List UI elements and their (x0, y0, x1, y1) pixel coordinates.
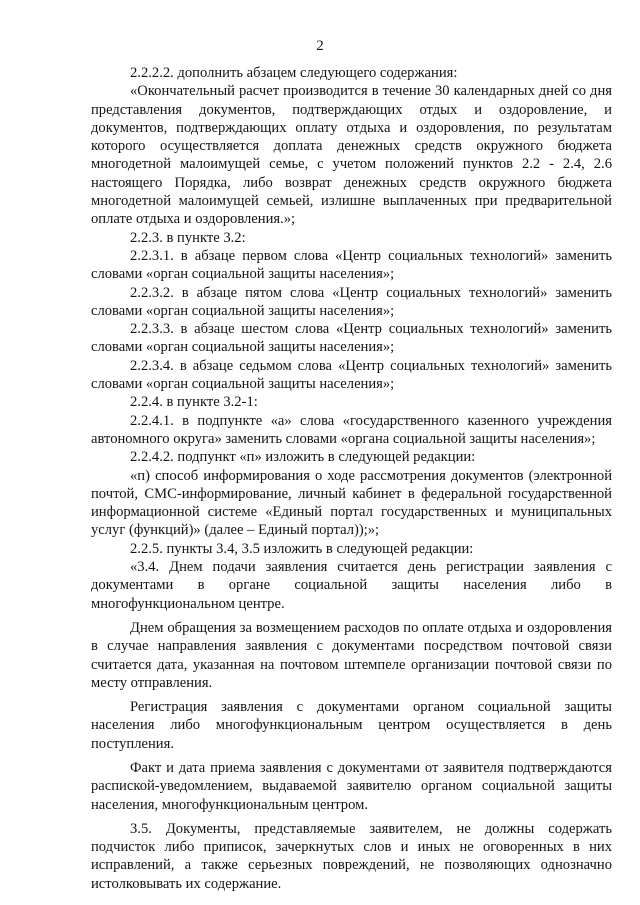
paragraph-3-5: 3.5. Документы, представляемые заявителем, не должны содержать подчисток либо приписок, зачеркнутых слов и иных не оговоренных в них исправлений, а также серьезных повреждений, не позволяющих однозначно истолковывать их содержание. (91, 820, 612, 892)
paragraph-2-2-5: 2.2.5. пункты 3.4, 3.5 изложить в следующей редакции: (130, 540, 474, 557)
paragraph-2-2-3-4: 2.2.3.4. в абзаце седьмом слова «Центр социальных технологий» заменить словами «орган социальной защиты населения»; (91, 357, 612, 393)
paragraph-2-2-4-2: 2.2.4.2. подпункт «п» изложить в следующей редакции: (130, 449, 476, 466)
paragraph-final-settlement-quote: «Окончательный расчет производится в течение 30 календарных дней со дня представления документов, подтверждающих отдых и оздоровление, и документов, подтверждающих оплату отдыха и оздоровления, по результатам которого осуществляется доплата денежных средств окружного бюджета многодетной малоимущей семье, с учетом положений пунктов 2.2 - 2.4, 2.6 настоящего Порядка, либо возврат денежных средств окружного бюджета многодетной малоимущей семьей, излишне выплаченных при предварительной оплате отдыха и оздоровления.»; (91, 83, 612, 228)
paragraph-2-2-3-3: 2.2.3.3. в абзаце шестом слова «Центр социальных технологий» заменить словами «орган социальной защиты населения»; (91, 321, 612, 356)
paragraph-postal-date: Днем обращения за возмещением расходов по оплате отдыха и оздоровления в случае направления заявления с документами посредством почтовой связи считается дата, указанная на почтовом штемпеле организации почтовой связи по месту отправления. (91, 619, 612, 691)
page-number: 2 (316, 38, 324, 54)
paragraph-registration: Регистрация заявления с документами органом социальной защиты населения либо многофункциональным центром осуществляется в день поступления. (91, 699, 612, 752)
paragraph-3-4: «3.4. Днем подачи заявления считается день регистрации заявления с документами в органе социальной защиты населения либо в многофункциональном центре. (91, 559, 612, 612)
paragraph-2-2-2-2: 2.2.2.2. дополнить абзацем следующего содержания: (130, 65, 458, 81)
paragraph-2-2-3-1: 2.2.3.1. в абзаце первом слова «Центр социальных технологий» заменить словами «орган социальной защиты населения»; (91, 247, 612, 283)
paragraph-receipt-confirmation: Факт и дата приема заявления с документами от заявителя подтверждаются распиской-уведомлением, выдаваемой заявителю органом социальной защиты населения, многофункциональным центром. (91, 759, 612, 813)
paragraph-2-2-3-2: 2.2.3.2. в абзаце пятом слова «Центр социальных технологий» заменить словами «орган социальной защиты населения»; (91, 284, 612, 319)
document-body (91, 64, 612, 893)
paragraph-2-2-4-1: 2.2.4.1. в подпункте «а» слова «государственного казенного учреждения автономного округа» заменить словами «органа социальной защиты населения»; (91, 412, 612, 447)
paragraph-2-2-4: 2.2.4. в пункте 3.2-1: (130, 394, 258, 411)
paragraph-subpoint-p-quote: «п) способ информирования о ходе рассмотрения документов (электронной почтой, СМС-информирование, личный кабинет в федеральной государственной информационной системе «Единый портал государственных и муниципальных услуг (функций)» (далее – Единый портал));»; (91, 467, 612, 539)
paragraph-2-2-3: 2.2.3. в пункте 3.2: (130, 229, 246, 246)
